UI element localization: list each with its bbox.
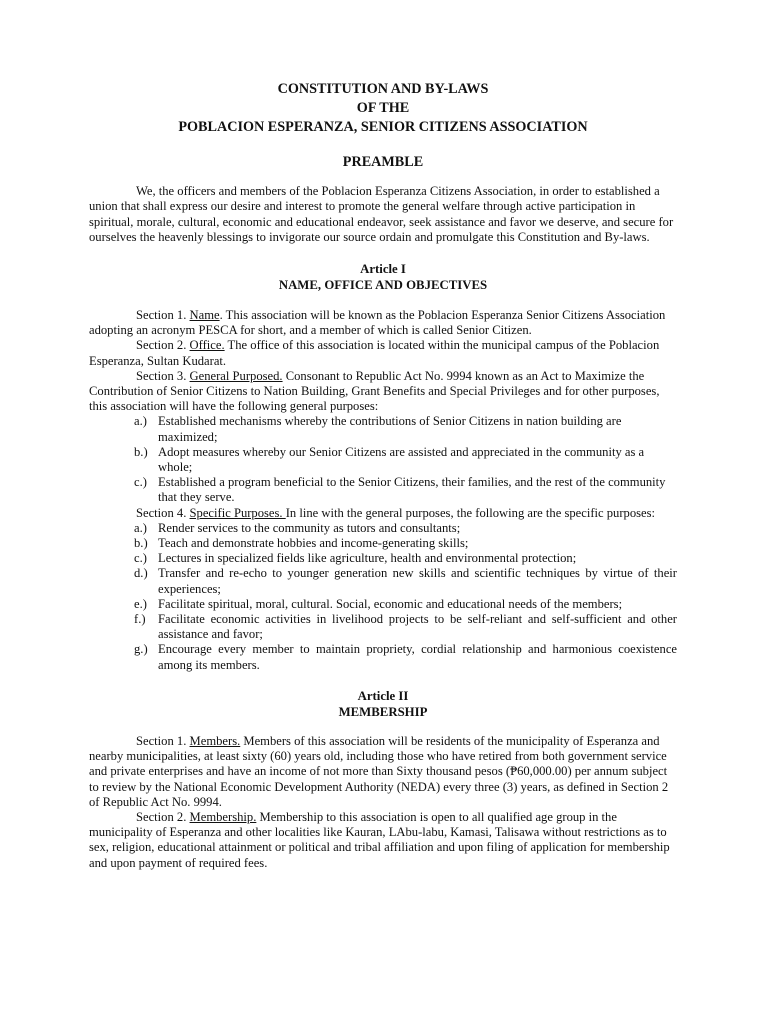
list-item <box>89 445 677 475</box>
list-item <box>89 536 677 551</box>
section-label: Section 3. <box>136 368 187 383</box>
title-line-3: POBLACION ESPERANZA, SENIOR CITIZENS ASSOCIATION <box>178 119 588 135</box>
section-heading: Members. <box>189 733 241 748</box>
section-text: . This association will be known as the Poblacion Esperanza Senior Citizens Association adopting an acronym PESCA for short, and a member of which is called Senior Citizen. <box>89 308 666 338</box>
section-heading: General Purposed. <box>189 368 283 383</box>
section-heading: Membership. <box>189 809 257 824</box>
general-purposes-list <box>89 414 677 505</box>
article-1-title: NAME, OFFICE AND OBJECTIVES <box>278 278 488 293</box>
list-item-text: Facilitate spiritual, moral, cultural. Social, economic and educational needs of the members; <box>158 596 623 611</box>
list-item-text: Established a program beneficial to the Senior Citizens, their families, and the rest of the community that they serve. <box>158 475 666 505</box>
article-2-section-2 <box>89 810 677 871</box>
article-2-heading <box>89 688 677 720</box>
list-marker: a.) <box>134 520 147 535</box>
list-item <box>89 521 677 536</box>
list-marker: a.) <box>134 414 147 429</box>
list-item <box>89 597 677 612</box>
article-1-section-3 <box>89 369 677 415</box>
section-label: Section 2. <box>136 809 190 824</box>
list-marker: e.) <box>134 596 147 611</box>
section-text: The office of this association is located within the municipal campus of the Poblacion Esperanza, Sultan Kudarat. <box>89 338 660 368</box>
list-marker: c.) <box>134 551 147 566</box>
list-marker: g.) <box>134 642 148 657</box>
list-item-text: Transfer and re-echo to younger generation new skills and scientific techniques by virtue of their experiences; <box>158 566 677 596</box>
list-item-text: Lectures in specialized fields like agriculture, health and environmental protection; <box>158 551 577 566</box>
list-item <box>89 642 677 672</box>
list-item <box>89 475 677 505</box>
title-line-2: OF THE <box>356 100 410 116</box>
preamble-text: We, the officers and members of the Poblacion Esperanza Citizens Association, in order to established a union that shall express our desire and interest to promote the general welfare through active participation in spiritual, morale, cultural, economic and educational endeavor, seek assistance and favor we deserve, and secure for ourselves the heavenly blessings to invigorate our source ordain and promulgate this Constitution and By-laws. <box>89 184 674 244</box>
section-label: Section 4. <box>136 505 187 520</box>
title-line-1: CONSTITUTION AND BY-LAWS <box>277 81 489 97</box>
list-item-text: Teach and demonstrate hobbies and income-generating skills; <box>158 536 469 551</box>
list-item <box>89 612 677 642</box>
section-label: Section 2. <box>136 338 187 353</box>
document-title <box>89 80 677 137</box>
section-text: Members of this association will be residents of the municipality of Esperanza and nearby municipalities, at least sixty (60) years old, including those who have retired from both government service and private enterprises and have an income of not more than Sixty thousand pesos (₱60,000.00) per annum subject to review by the National Economic Development Authority (NEDA) every three (3) years, as defined in Section 2 of Republic Act No. 9994. <box>89 733 669 809</box>
list-item-text: Encourage every member to maintain propriety, cordial relationship and harmonious coexistence among its members. <box>158 642 677 672</box>
list-item-text: Adopt measures whereby our Senior Citizens are assisted and appreciated in the community as a whole; <box>158 444 645 475</box>
list-marker: f.) <box>134 612 146 627</box>
list-item-text: Established mechanisms whereby the contributions of Senior Citizens in nation building are maximized; <box>158 414 622 444</box>
article-2-title: MEMBERSHIP <box>338 704 428 719</box>
section-heading: Name <box>189 308 220 323</box>
list-marker: c.) <box>134 475 147 490</box>
article-2-number: Article II <box>357 688 409 703</box>
article-2-section-1 <box>89 734 677 810</box>
preamble-heading: PREAMBLE <box>342 154 424 170</box>
list-marker: d.) <box>134 566 148 581</box>
article-1-section-2 <box>89 338 677 368</box>
section-text: Membership to this association is open to all qualified age group in the municipality of Esperanza and other localities like Kauran, LAbu-labu, Kamasi, Talisawa without restrictions as to sex, religion, educational attainment or political and tribal affiliation and upon filing of application for membership and upon payment of required fees. <box>89 809 670 870</box>
section-text: Consonant to Republic Act No. 9994 known as an Act to Maximize the Contribution of Senior Citizens to Nation Building, Grant Benefits and Special Privileges and for other purposes, this association will have the following general purposes: <box>89 368 660 414</box>
list-marker: b.) <box>134 444 148 459</box>
section-label: Section 1. <box>136 308 187 323</box>
list-item <box>89 551 677 566</box>
document-page <box>89 80 677 871</box>
article-1-section-1 <box>89 308 677 338</box>
list-item-text: Facilitate economic activities in livelihood projects to be self-reliant and self-sufficient and other assistance and favor; <box>158 612 677 642</box>
specific-purposes-list <box>89 521 677 673</box>
section-heading: Specific Purposes. <box>189 505 286 520</box>
list-item-text: Render services to the community as tutors and consultants; <box>158 520 461 535</box>
article-1-heading <box>89 261 677 293</box>
article-1-section-4 <box>89 506 677 521</box>
article-1-number: Article I <box>360 262 406 277</box>
section-heading: Office. <box>189 338 225 353</box>
list-marker: b.) <box>134 536 148 551</box>
section-label: Section 1. <box>136 733 190 748</box>
section-text: In line with the general purposes, the following are the specific purposes: <box>285 505 656 520</box>
list-item <box>89 566 677 596</box>
list-item <box>89 414 677 444</box>
